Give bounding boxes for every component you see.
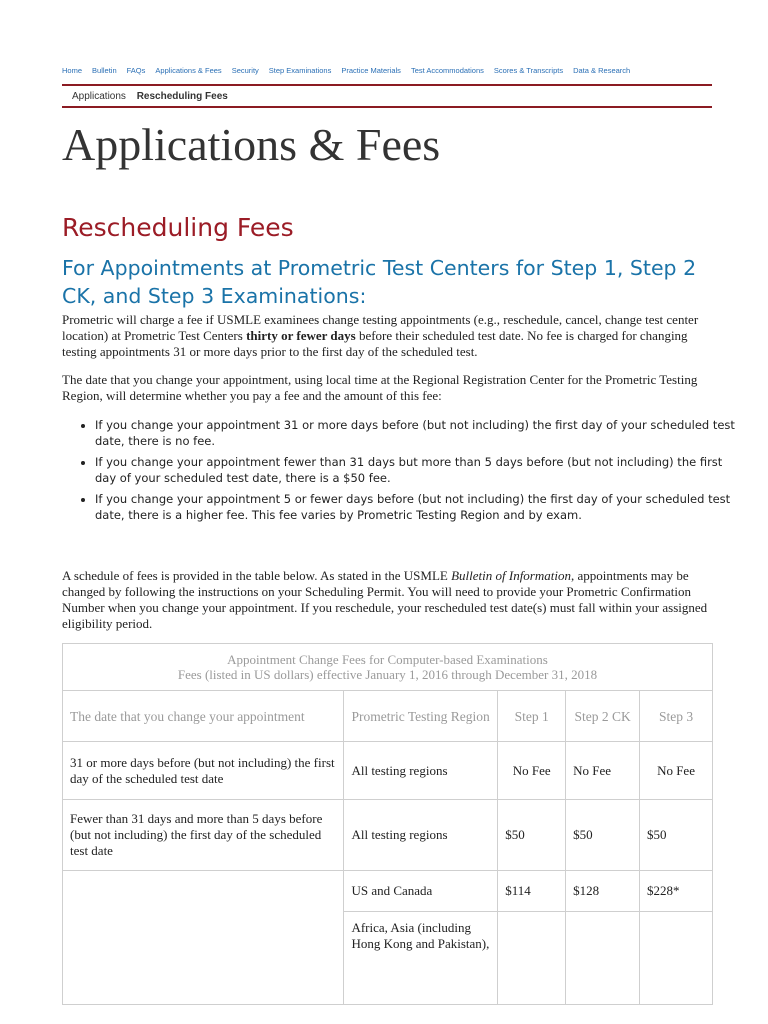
fee-determination-paragraph: The date that you change your appointment, using local time at the Regional Registration Center for the Prometric Testing Region, will determine whether you pay a fee and the amount of this fee: xyxy=(62,372,698,403)
fee-rules-list xyxy=(62,418,745,529)
list-item: • If you change your appointment 31 or more days before (but not including) the first day of your scheduled test date, there is no fee. xyxy=(95,418,745,449)
nav-item-step-examinations[interactable]: Step Examinations xyxy=(268,66,332,75)
table-cell: $50 xyxy=(640,800,713,871)
table-row xyxy=(63,800,713,871)
column-header-date: The date that you change your appointment xyxy=(63,691,344,742)
table-cell: All testing regions xyxy=(344,742,498,800)
table-cell: $50 xyxy=(566,800,640,871)
table-caption-row xyxy=(63,644,713,691)
nav-item-scores-transcripts[interactable]: Scores & Transcripts xyxy=(493,66,564,75)
column-header-region: Prometric Testing Region xyxy=(344,691,498,742)
table-cell: All testing regions xyxy=(344,800,498,871)
bulletin-link-text: Bulletin of Information xyxy=(451,568,571,583)
intro-text-start: Prometric will charge a fee if USMLE examinees change testing appointments (e.g., reschedule, cancel, change test center location) at Prometric Test Centers xyxy=(62,312,699,343)
schedule-paragraph xyxy=(62,568,717,632)
schedule-text-start: A schedule of fees is provided in the table below. As stated in the USMLE xyxy=(62,568,452,583)
table-cell xyxy=(640,912,713,1005)
table-row xyxy=(63,742,713,800)
nav-item-security[interactable]: Security xyxy=(231,66,259,75)
column-header-step2ck: Step 2 CK xyxy=(566,691,640,742)
top-navigation xyxy=(62,66,722,75)
column-header-step3: Step 3 xyxy=(640,691,713,742)
fee-table xyxy=(62,643,713,1005)
breadcrumb-top-divider xyxy=(62,84,712,86)
breadcrumb-parent-link[interactable]: Applications xyxy=(72,91,126,102)
table-cell: No Fee xyxy=(498,742,566,800)
table-cell: $114 xyxy=(498,871,566,912)
nav-item-bulletin[interactable]: Bulletin xyxy=(92,66,117,75)
intro-paragraph xyxy=(62,312,717,360)
section-title: Rescheduling Fees xyxy=(62,213,294,242)
table-cell: $228* xyxy=(640,871,713,912)
table-cell: Fewer than 31 days and more than 5 days before (but not including) the first day of the scheduled test date xyxy=(63,800,344,871)
table-caption-line-1: Appointment Change Fees for Computer-based Examinations xyxy=(227,652,548,667)
list-item: • If you change your appointment 5 or fewer days before (but not including) the first day of your scheduled test date, there is a higher fee. This fee varies by Prometric Testing Region and by exam. xyxy=(95,492,745,523)
intro-bold-text: thirty or fewer days xyxy=(246,328,356,343)
column-header-step1: Step 1 xyxy=(498,691,566,742)
intro-text-end: before their scheduled test date. No fee is charged for changing testing appointments 31 or more days prior to the first day of the scheduled test. xyxy=(62,328,688,359)
nav-item-practice-materials[interactable]: Practice Materials xyxy=(341,66,401,75)
list-item: • If you change your appointment fewer than 31 days but more than 5 days before (but not including) the first day of your scheduled test date, there is a $50 fee. xyxy=(95,455,745,486)
nav-item-home[interactable]: Home xyxy=(62,66,83,75)
table-cell xyxy=(63,871,344,1005)
nav-item-faqs[interactable]: FAQs xyxy=(126,66,146,75)
nav-item-test-accommodations[interactable]: Test Accommodations xyxy=(410,66,484,75)
table-row xyxy=(63,871,713,912)
page-title: Applications & Fees xyxy=(62,119,441,170)
table-cell: US and Canada xyxy=(344,871,498,912)
table-cell: No Fee xyxy=(566,742,640,800)
table-cell: $50 xyxy=(498,800,566,871)
table-cell: No Fee xyxy=(640,742,713,800)
schedule-text-end: , appointments may be changed by following the instructions on your Scheduling Permit. You will need to provide your Prometric Confirmation Number when you change your appointment. If you reschedule, your rescheduled test date(s) must fall within your assigned eligibility period. xyxy=(62,568,708,631)
table-caption xyxy=(63,644,713,691)
table-cell xyxy=(498,912,566,1005)
sub-title: For Appointments at Prometric Test Centers for Step 1, Step 2 CK, and Step 3 Examinations: xyxy=(62,256,697,308)
breadcrumb xyxy=(72,91,228,102)
nav-item-data-research[interactable]: Data & Research xyxy=(573,66,631,75)
table-caption-line-2: Fees (listed in US dollars) effective January 1, 2016 through December 31, 2018 xyxy=(177,667,598,682)
nav-item-applications-fees[interactable]: Applications & Fees xyxy=(155,66,222,75)
table-header-row xyxy=(63,691,713,742)
table-cell: 31 or more days before (but not including) the first day of the scheduled test date xyxy=(63,742,344,800)
breadcrumb-current: Rescheduling Fees xyxy=(136,91,228,102)
table-cell xyxy=(566,912,640,1005)
table-cell: Africa, Asia (including Hong Kong and Pakistan), xyxy=(344,912,498,1005)
breadcrumb-bottom-divider xyxy=(62,106,712,108)
table-cell: $128 xyxy=(566,871,640,912)
